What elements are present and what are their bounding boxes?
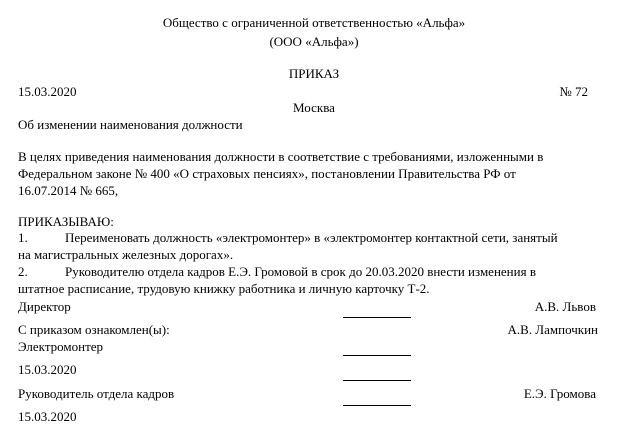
- item-number: 1.: [18, 230, 28, 245]
- order-number: № 72: [559, 84, 588, 99]
- document-title: ПРИКАЗ: [288, 66, 340, 81]
- order-city: Москва: [293, 100, 335, 115]
- hr-name: Е.Э. Громова: [523, 386, 596, 401]
- organization-short-name: (ООО «Альфа»): [269, 34, 359, 49]
- item-text-line: Руководителю отдела кадров Е.Э. Громовой в срок до 20.03.2020 внести изменения в: [65, 264, 536, 279]
- employee-position: Электромонтер: [18, 339, 104, 354]
- hr-label: Руководитель отдела кадров: [18, 386, 175, 401]
- employee-name: А.В. Лампочкин: [507, 322, 598, 337]
- item-text-line: на магистральных железных дорогах».: [18, 247, 234, 262]
- employee-date: 15.03.2020: [18, 362, 77, 377]
- hr-signature-line: [343, 405, 411, 406]
- order-word: ПРИКАЗЫВАЮ:: [18, 214, 114, 229]
- item-number: 2.: [18, 264, 28, 279]
- director-signature-line: [343, 317, 411, 318]
- organization-name: Общество с ограниченной ответственностью «Альфа»: [162, 15, 466, 30]
- item-text-line: Переименовать должность «электромонтер» в «электромонтер контактной сети, занятый: [65, 230, 558, 245]
- preamble-line-1: В целях приведения наименования должности в соответствие с требованиями, изложенными в: [18, 149, 544, 164]
- employee-date-line: [343, 380, 411, 381]
- acquainted-label: С приказом ознакомлен(ы):: [18, 322, 170, 337]
- employee-signature-line: [343, 355, 411, 356]
- director-label: Директор: [18, 299, 71, 314]
- hr-date: 15.03.2020: [18, 409, 77, 424]
- order-subject: Об изменении наименования должности: [18, 117, 243, 132]
- director-name: А.В. Львов: [534, 299, 596, 314]
- preamble-line-2: Федеральном законе № 400 «О страховых пенсиях», постановлении Правительства РФ от: [18, 166, 516, 181]
- item-text-line: штатное расписание, трудовую книжку работника и личную карточку Т-2.: [18, 281, 430, 296]
- preamble-line-3: 16.07.2014 № 665,: [18, 183, 119, 198]
- order-date: 15.03.2020: [18, 84, 77, 99]
